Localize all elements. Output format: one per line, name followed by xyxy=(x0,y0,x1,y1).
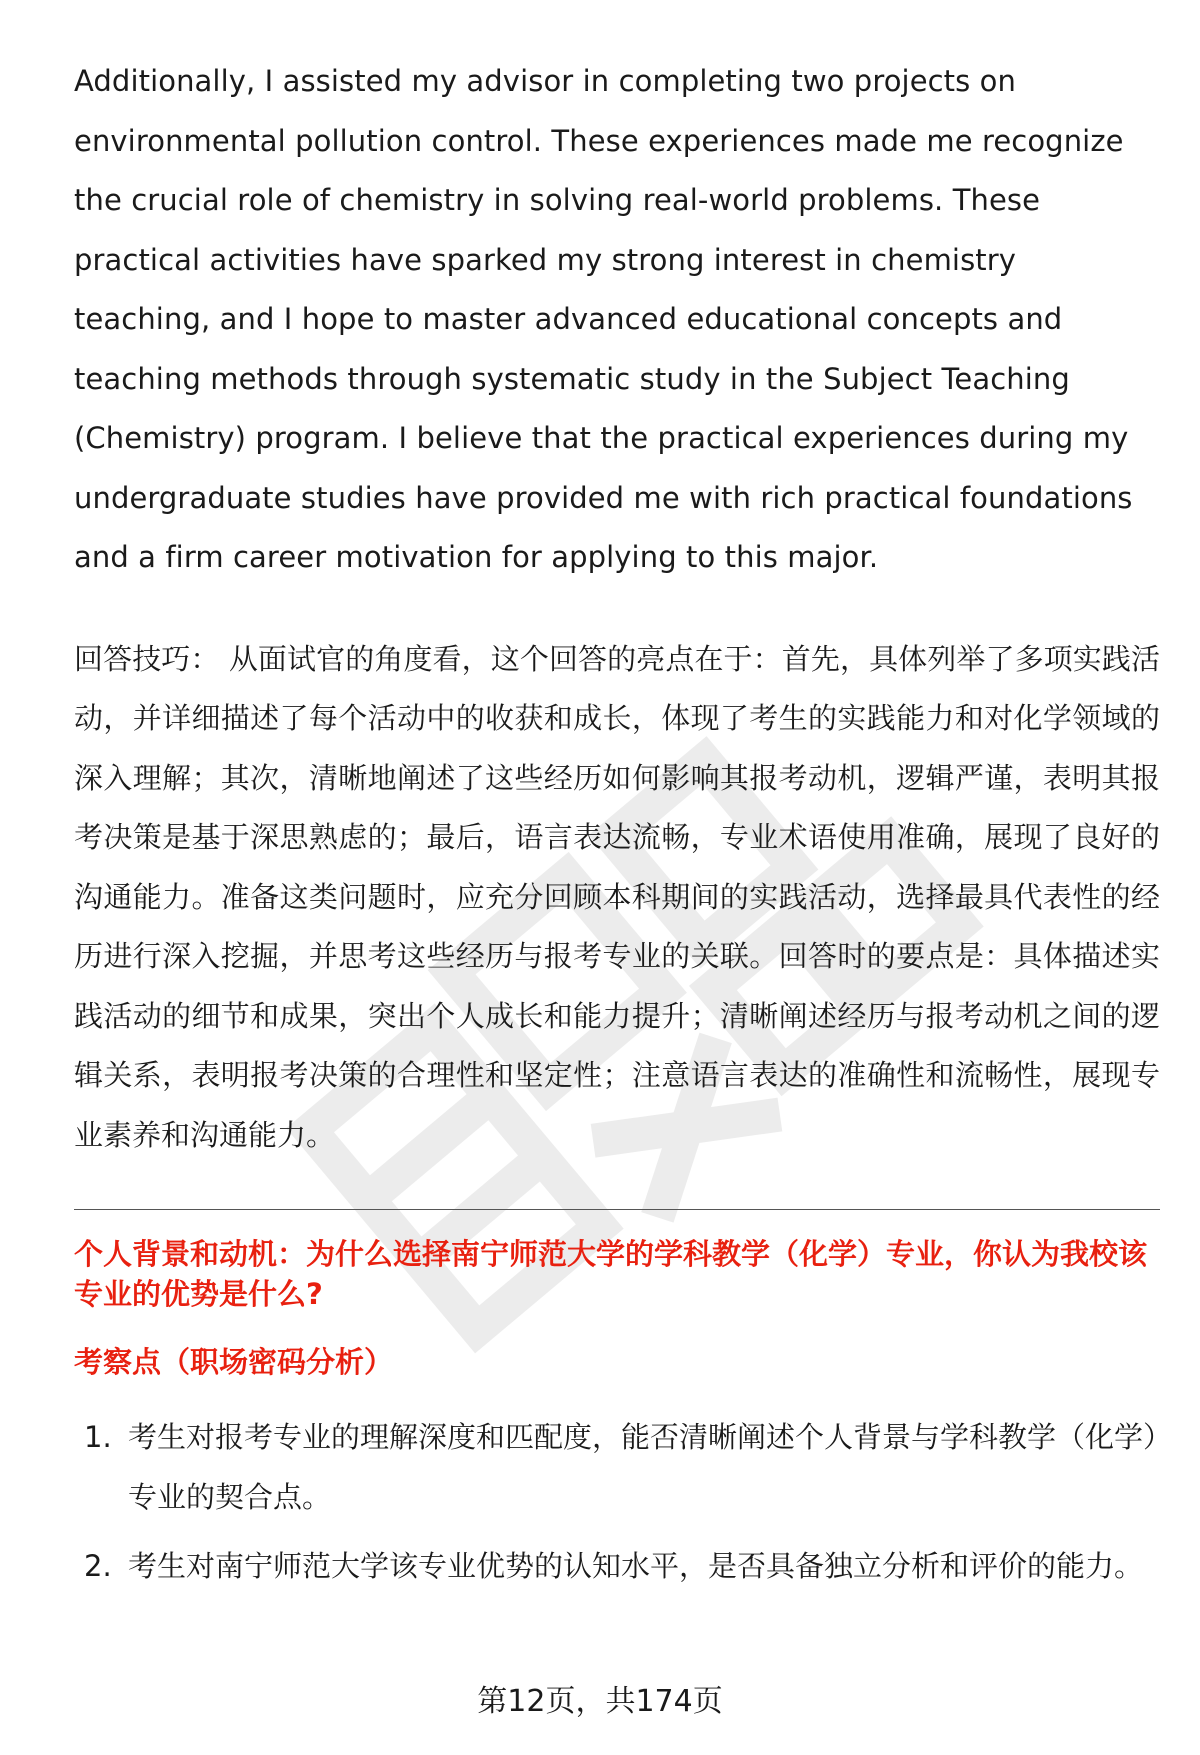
section-title: 考察点（职场密码分析） xyxy=(74,1345,394,1379)
list-item xyxy=(74,1537,1160,1597)
list-item-text: 考生对南宁师范大学该专业优势的认知水平，是否具备独立分析和评价的能力。 xyxy=(128,1549,1144,1583)
list-item-text: 考生对报考专业的理解深度和匹配度，能否清晰阐述个人背景与学科教学（化学）专业的契合点。 xyxy=(128,1420,1158,1514)
list-item-number: 2. xyxy=(84,1549,112,1583)
document-page xyxy=(74,52,1160,1597)
assessment-list xyxy=(74,1408,1160,1597)
question-heading: 个人背景和动机：为什么选择南宁师范大学的学科教学（化学）专业，你认为我校该专业的优势是什么? xyxy=(74,1237,1148,1311)
section-divider xyxy=(74,1209,1160,1210)
list-item xyxy=(74,1408,1160,1527)
list-item-number: 1. xyxy=(84,1420,112,1454)
english-paragraph: Additionally, I assisted my advisor in completing two projects on environmental pollution control. These experiences made me recognize the crucial role of chemistry in solving real-world problems. These practical activities have sparked my strong interest in chemistry teaching, and I hope to master advanced educational concepts and teaching methods through systematic study in the Subject Teaching (Chemistry) program. I believe that the practical experiences during my undergraduate studies have provided me with rich practical foundations and a firm career motivation for applying to this major. xyxy=(74,64,1133,574)
page-number: 第12页，共174页 xyxy=(477,1684,723,1719)
tips-paragraph: 回答技巧： 从面试官的角度看，这个回答的亮点在于：首先，具体列举了多项实践活动，并详细描述了每个活动中的收获和成长，体现了考生的实践能力和对化学领域的深入理解；其次，清晰地阐述了这些经历如何影响其报考动机，逻辑严谨，表明其报考决策是基于深思熟虑的；最后，语言表达流畅，专业术语使用准确，展现了良好的沟通能力。准备这类问题时，应充分回顾本科期间的实践活动，选择最具代表性的经历进行深入挖掘，并思考这些经历与报考专业的关联。回答时的要点是：具体描述实践活动的细节和成果，突出个人成长和能力提升；清晰阐述经历与报考动机之间的逻辑关系，表明报考决策的合理性和坚定性；注意语言表达的准确性和流畅性，展现专业素养和沟通能力。 xyxy=(74,641,1160,1152)
